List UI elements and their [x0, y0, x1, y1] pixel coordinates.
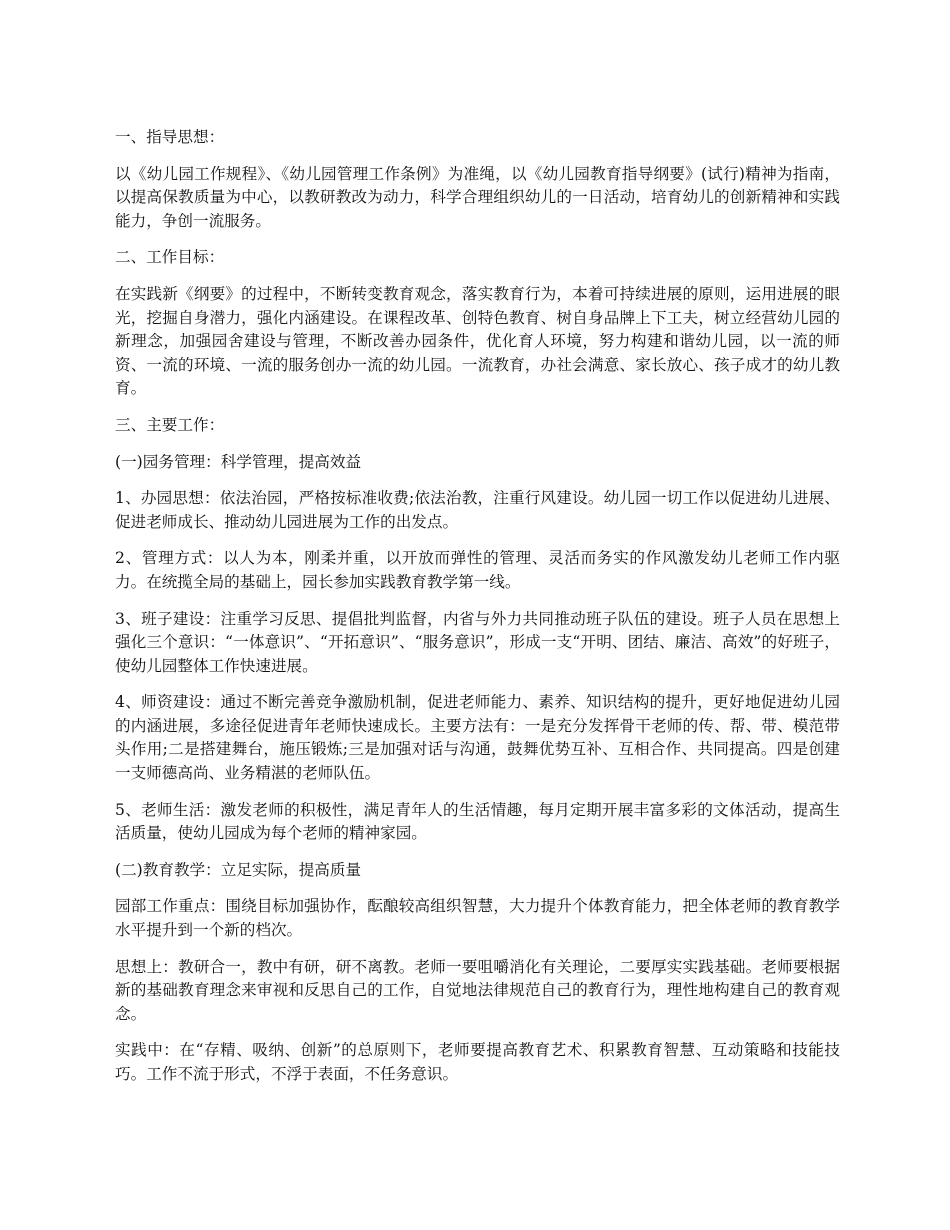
paragraph-teacher-life: 5、老师生活：激发老师的积极性，满足青年人的生活情趣，每月定期开展丰富多彩的文体活动，提高生活质量，使幼儿园成为每个老师的精神家园。	[115, 800, 840, 843]
section-heading-work-goals: 二、工作目标：	[115, 248, 225, 267]
document-body	[115, 126, 840, 1100]
section-heading-guiding-thought: 一、指导思想：	[115, 128, 225, 146]
paragraph-management-style: 2、管理方式：以人为本，刚柔并重，以开放而弹性的管理、灵活而务实的作风激发幼儿老师工作内驱力。在统揽全局的基础上，园长参加实践教育教学第一线。	[115, 549, 840, 591]
section-heading-main-work: 三、主要工作：	[115, 415, 225, 434]
paragraph-guiding-thought: 以《幼儿园工作规程》、《幼儿园管理工作条例》为准绳，以《幼儿园教育指导纲要》(试行)精神为指南，以提高保教质量为中心，以教研教改为动力，科学合理组织幼儿的一日活动，培育幼儿的创新精神和实践能力，争创一流服务。	[115, 164, 840, 230]
paragraph-work-focus: 园部工作重点：围绕目标加强协作，酝酿较高组织智慧，大力提升个体教育能力，把全体老师的教育教学水平提升到一个新的档次。	[115, 897, 840, 940]
paragraph-teacher-building: 4、师资建设：通过不断完善竞争激励机制，促进老师能力、素养、知识结构的提升，更好地促进幼儿园的内涵进展，多途径促进青年老师快速成长。主要方法有：一是充分发挥骨干老师的传、帮、带、模范带头作用;二是搭建舞台，施压锻炼;三是加强对话与沟通，鼓舞优势互补、互相合作、共同提高。四是创建一支师德高尚、业务精湛的老师队伍。	[115, 693, 840, 783]
paragraph-thinking: 思想上：教研合一，教中有研，研不离教。老师一要咀嚼消化有关理论，二要厚实实践基础。老师要根据新的基础教育理念来审视和反思自己的工作，自觉地法律规范自己的教育行为，理性地构建自己的教育观念。	[115, 957, 840, 1023]
paragraph-school-philosophy: 1、办园思想：依法治园，严格按标准收费;依法治教，注重行风建设。幼儿园一切工作以促进幼儿进展、促进老师成长、推动幼儿园进展为工作的出发点。	[115, 489, 840, 531]
subsection-heading-teaching: (二)教育教学：立足实际，提高质量	[115, 860, 362, 879]
subsection-heading-management: (一)园务管理：科学管理，提高效益	[115, 452, 362, 471]
paragraph-leadership-team: 3、班子建设：注重学习反思、提倡批判监督，内省与外力共同推动班子队伍的建设。班子人员在思想上强化三个意识：“一体意识”、“开拓意识”、“服务意识”，形成一支“开明、团结、廉洁、高效”的好班子，使幼儿园整体工作快速进展。	[115, 609, 840, 675]
paragraph-work-goals: 在实践新《纲要》的过程中，不断转变教育观念，落实教育行为，本着可持续进展的原则，运用进展的眼光，挖掘自身潜力，强化内涵建设。在课程改革、创特色教育、树自身品牌上下工夫，树立经营幼儿园的新理念，加强园舍建设与管理，不断改善办园条件，优化育人环境，努力构建和谐幼儿园，以一流的师资、一流的环境、一流的服务创办一流的幼儿园。一流教育，办社会满意、家长放心、孩子成才的幼儿教育。	[115, 284, 840, 398]
paragraph-practice: 实践中：在“存精、吸纳、创新”的总原则下，老师要提高教育艺术、积累教育智慧、互动策略和技能技巧。工作不流于形式，不浮于表面，不任务意识。	[115, 1041, 840, 1083]
